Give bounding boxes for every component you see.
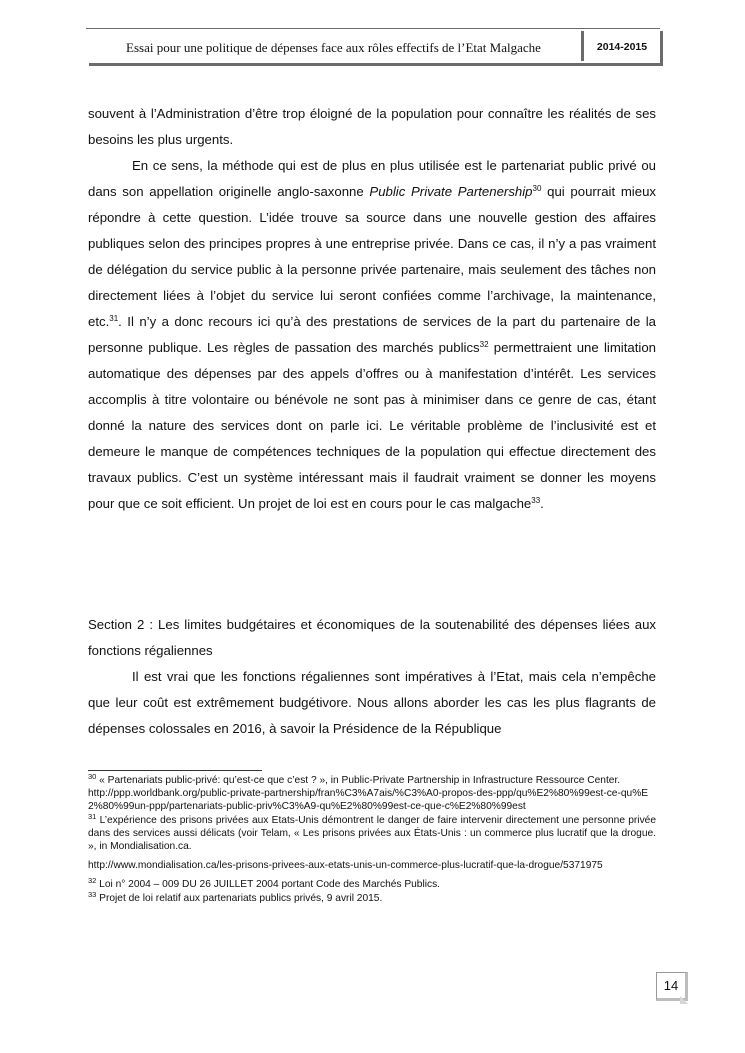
header-title: Essai pour une politique de dépenses face aux rôles effectifs de l’Etat Malgache — [126, 40, 541, 55]
italic-term: Public Private Partenership — [369, 184, 533, 199]
footnote-31-link[interactable]: http://www.mondialisation.ca/les-prisons-privees-aux-etats-unis-un-commerce-plus-lucratif-que-la-drogue/5371975 — [88, 860, 603, 872]
paragraph-text: permettraient une limitation automatique des dépenses par des appels d’offres ou à manifestation d’intérêt. Les services accomplis à titre volontaire ou bénévole ne sont pas à minimiser dans ce genre de cas, étant donné la nature des services dont on parle ici. Le véritable problème de l’inclusivité est et demeure le manque de compétences techniques de la population qui effectue directement des travaux publics. C’est un système intéressant mais il faudrait vraiment se donner les moyens pour que ce soit efficient. Un projet de loi est en cours pour le cas malgache — [88, 340, 657, 511]
footnote-ref-32[interactable]: 32 — [479, 340, 489, 349]
paragraph-text: En ce sens, la méthode qui est de plus en plus utilisée est le partenariat public privé ou dans son appellation originelle anglo-saxonne — [88, 158, 656, 199]
section-heading: Section 2 : Les limites budgétaires et économiques de la soutenabilité des dépenses liées aux fonctions régaliennes — [88, 617, 656, 658]
paragraph-ppp: En ce sens, la méthode qui est de plus en plus utilisée est le partenariat public privé ou dans son appellation originelle anglo-saxonne Public Private Partenership$^{30}$ qui pourrait mieux répondre à cette question. L’idée trouve sa source dans une nouvelle gestion des affaires publiques selon des principes propres à une entreprise privée. Dans ce cas, il n’y a pas vraiment de délégation du service public à la personne privée partenaire, mais seulement des tâches non directement liées à l’objet du service lui seront confiées comme l’archivage, la maintenance, etc.$^{31}$. Il n’y a donc recours ici qu’à des prestations de services de la part du partenaire de la personne publique. Les règles de passation des marchés publics$^{32}$ permettraient une limitation automatique des dépenses par des appels d’offres ou à manifestation d’intérêt. Les services accomplis à titre volontaire ou bénévole ne sont pas à minimiser dans ce genre de cas, étant donné la nature des services dont on parle ici. Le véritable problème de l’inclusivité est et demeure le manque de compétences techniques de la population qui effectue directement des travaux publics. C’est un système intéressant mais il faudrait vraiment se donner les moyens pour que ce soit efficient. Un projet de loi est en cours pour le cas malgache$^{33}$. — [88, 158, 657, 511]
page-header — [86, 28, 660, 63]
page-fold-decoration — [680, 996, 688, 1004]
footnote-separator — [88, 770, 262, 771]
paragraph-regaliennes — [88, 664, 656, 742]
paragraph-text: souvent à l’Administration d’être trop éloigné de la population pour connaître les réalités de ses besoins les plus urgents. — [88, 106, 656, 147]
header-year: 2014-2015 — [596, 41, 648, 53]
footnote-32: $^{32}$ Loi n° 2004 – 009 DU 26 JUILLET 2004 portant Code des Marchés Publics. — [88, 876, 441, 891]
footnote-30: $^{30}$ « Partenariats public-privé: qu’est-ce que c’est ? », in Public-Private Partnership in Infrastructure Ressource Center. — [88, 772, 621, 786]
paragraph-text: . Il n’y a donc recours ici qu’à des prestations de services de la part du partenaire de la personne publique. Les règles de passation des marchés publics — [88, 314, 656, 355]
footnote-33: $^{33}$ Projet de loi relatif aux partenariats publics privés, 9 avril 2015. — [88, 889, 383, 904]
footnotes — [88, 774, 656, 905]
footnote-ref-33[interactable]: 33 — [531, 496, 541, 505]
footnote-ref-31[interactable]: 31 — [109, 314, 119, 323]
paragraph-text: Il est vrai que les fonctions régaliennes sont impératives à l’Etat, mais cela n’empêche que leur coût est extrêmement budgétivore. Nous allons aborder les cas les plus flagrants de dépenses colossales en 2016, à savoir la Présidence de la République — [88, 669, 656, 736]
footnote-31: $^{31}$ L’expérience des prisons privées aux Etats-Unis démontrent le danger de faire intervenir directement une personne privée dans des services aussi délicats (voir Telam, « Les prisons privées aux États-Unis : un commerce plus lucratif que la drogue. », in Mondialisation.ca. — [88, 811, 656, 853]
page-number: 14 — [656, 972, 688, 1001]
footnote-30-link[interactable]: http://ppp.worldbank.org/public-private-partnership/fran%C3%A7ais/%C3%A0-propos-des-ppp/qu%E2%80%99est-ce-qu%E2%80%99un-ppp/partenariats-public-priv%C3%A9-qu%E2%80%99est-ce-que-c%E2%80%99est — [88, 788, 649, 813]
paragraph-continuation — [88, 101, 656, 153]
footnote-ref-30[interactable]: 30 — [532, 184, 542, 193]
paragraph-text: qui pourrait mieux répondre à cette question. L’idée trouve sa source dans une nouvelle gestion des affaires publiques selon des principes propres à une entreprise privée. Dans ce cas, il n’y a pas vraiment de délégation du service public à la personne privée partenaire, mais seulement des tâches non directement liées à l’objet du service lui seront confiées comme l’archivage, la maintenance, etc. — [88, 184, 656, 329]
